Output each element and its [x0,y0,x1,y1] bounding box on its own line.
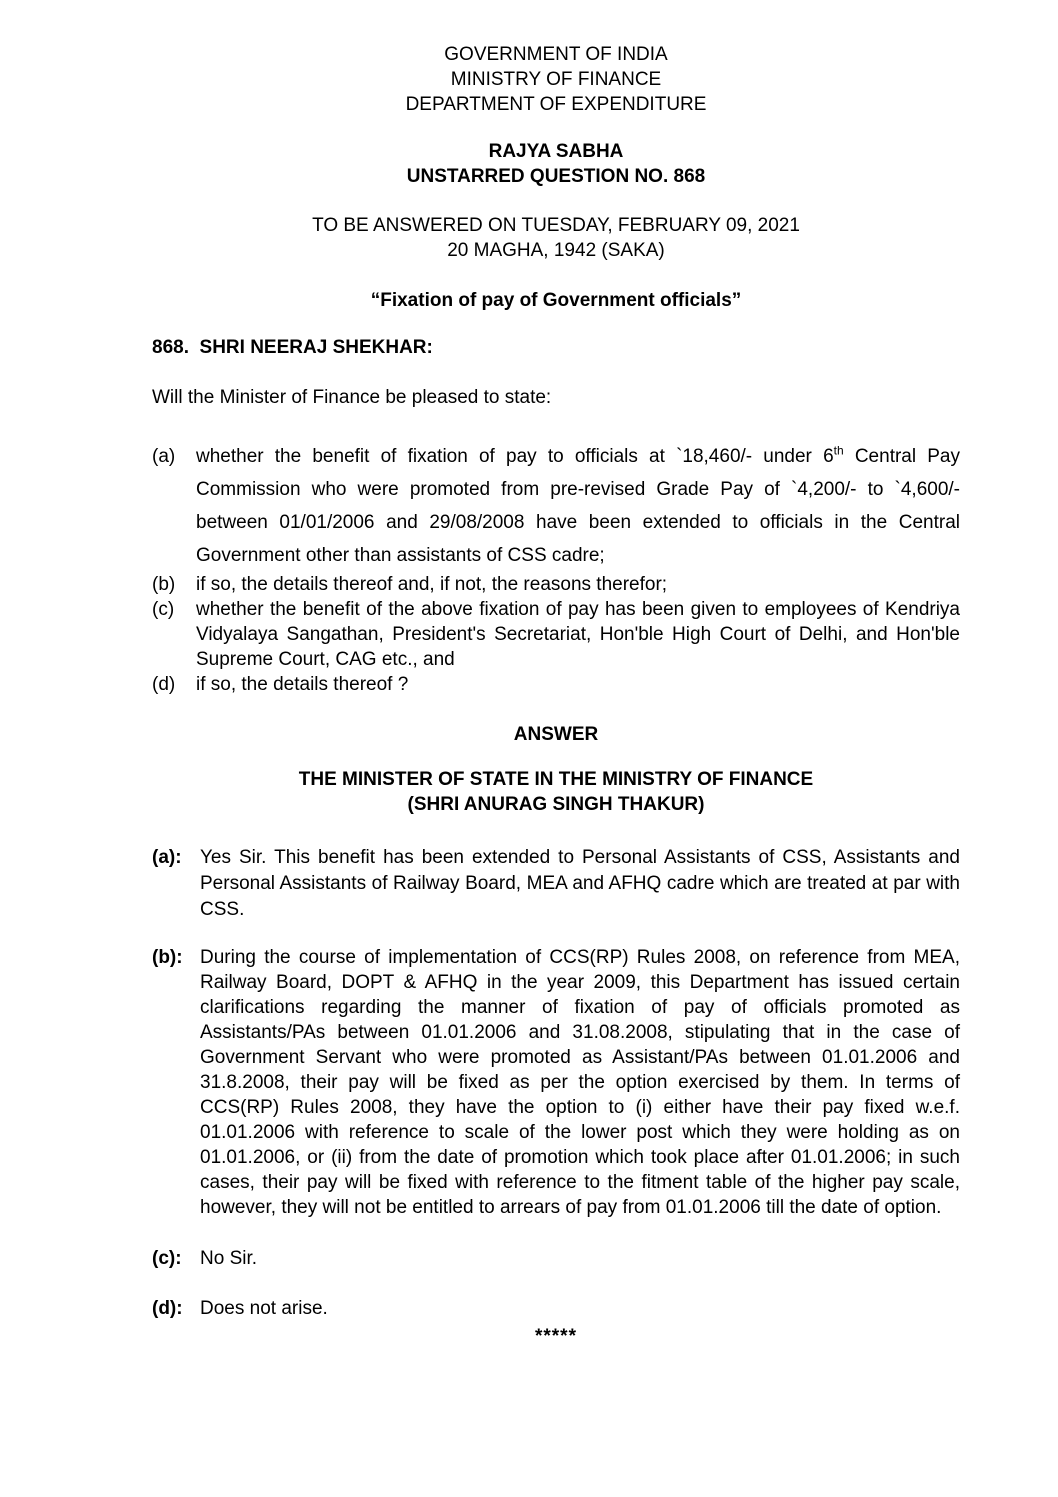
government-header [152,42,960,117]
question-preamble: Will the Minister of Finance be pleased to state: [152,387,552,408]
answer-date-line: TO BE ANSWERED ON TUESDAY, FEBRUARY 09, 2021 [312,215,800,236]
header-department-line: DEPARTMENT OF EXPENDITURE [405,94,707,115]
minister-name-line: (SHRI ANURAG SINGH THAKUR) [407,794,705,815]
house-heading [152,139,960,189]
minister-title-line: THE MINISTER OF STATE IN THE MINISTRY OF FINANCE [298,769,814,790]
header-government-line: GOVERNMENT OF INDIA [444,44,668,65]
question-item-text: if so, the details thereof and, if not, the reasons therefor; [196,574,668,595]
answer-heading: ANSWER [513,724,599,745]
question-item-text-part2: Central Pay Commission who were promoted from pre-revised Grade Pay of `4,200/- to `4,600/- between 01/01/2006 and 29/08/2008 have been extended to officials in the Central Government other than assistants of CSS cadre; [196,446,961,566]
question-item-text: if so, the details thereof ? [196,674,409,695]
question-item-label: (c) [152,599,175,620]
question-item-label: (d) [152,674,176,695]
question-item-d [152,672,960,697]
ordinal-superscript: th [833,443,844,458]
question-item-label: (b) [152,574,176,595]
question-item-c [152,597,960,672]
saka-date-line: 20 MAGHA, 1942 (SAKA) [447,240,665,261]
header-ministry-line: MINISTRY OF FINANCE [450,69,662,90]
answer-item-a [152,845,960,923]
question-number-line: UNSTARRED QUESTION NO. 868 [406,166,706,187]
answer-items [152,845,960,1322]
answer-item-label: (b): [152,947,183,968]
question-item-text [196,440,960,572]
answer-date-block [152,213,960,263]
subject-title: “Fixation of pay of Government officials” [370,290,742,311]
answer-item-b [152,945,960,1220]
answer-item-d [152,1296,960,1322]
answer-item-text: During the course of implementation of CCS(RP) Rules 2008, on reference from MEA, Railway Board, DOPT & AFHQ in the year 2009, this Department has issued certain clarifications regarding the manner of fixation of pay of officials promoted as Assistants/PAs between 01.01.2006 and 31.08.2008, stipulating that in the case of Government Servant who were promoted as Assistant/PAs between 01.01.2006 and 31.8.2008, their pay will be fixed as per the option exercised by them. In terms of CCS(RP) Rules 2008, they have the option to (i) either have their pay fixed w.e.f. 01.01.2006 with reference to scale of the lower post which they were holding as on 01.01.2006, or (ii) from the date of promotion which took place after 01.01.2006; in such cases, their pay will be fixed with reference to the fitment table of the higher pay scale, however, they will not be entitled to arrears of pay from 01.01.2006 till the date of option. [200,947,960,1218]
answer-item-label: (a): [152,847,182,868]
question-item-b [152,572,960,597]
answer-item-text: No Sir. [200,1248,258,1269]
member-heading: 868. SHRI NEERAJ SHEKHAR: [152,337,433,358]
answer-item-c [152,1246,960,1272]
minister-block [152,767,960,817]
question-item-text: whether the benefit of the above fixation of pay has been given to employees of Kendriya Vidyalaya Sangathan, President's Secretariat, Hon'ble High Court of Delhi, and Hon'ble Supreme Court, CAG etc., and [196,599,960,670]
answer-item-text: Yes Sir. This benefit has been extended to Personal Assistants of CSS, Assistants and Personal Assistants of Railway Board, MEA and AFHQ cadre which are treated at par with CSS. [200,847,960,920]
house-name: RAJYA SABHA [488,141,624,162]
answer-item-text: Does not arise. [200,1298,328,1319]
answer-item-label: (c): [152,1248,182,1269]
question-item-text-part1: whether the benefit of fixation of pay to officials at `18,460/- under 6 [196,446,834,467]
question-item-label: (a) [152,446,176,467]
answer-item-label: (d): [152,1298,183,1319]
end-of-document-stars: ***** [535,1326,577,1347]
question-items [152,440,960,697]
question-item-a [152,440,960,572]
